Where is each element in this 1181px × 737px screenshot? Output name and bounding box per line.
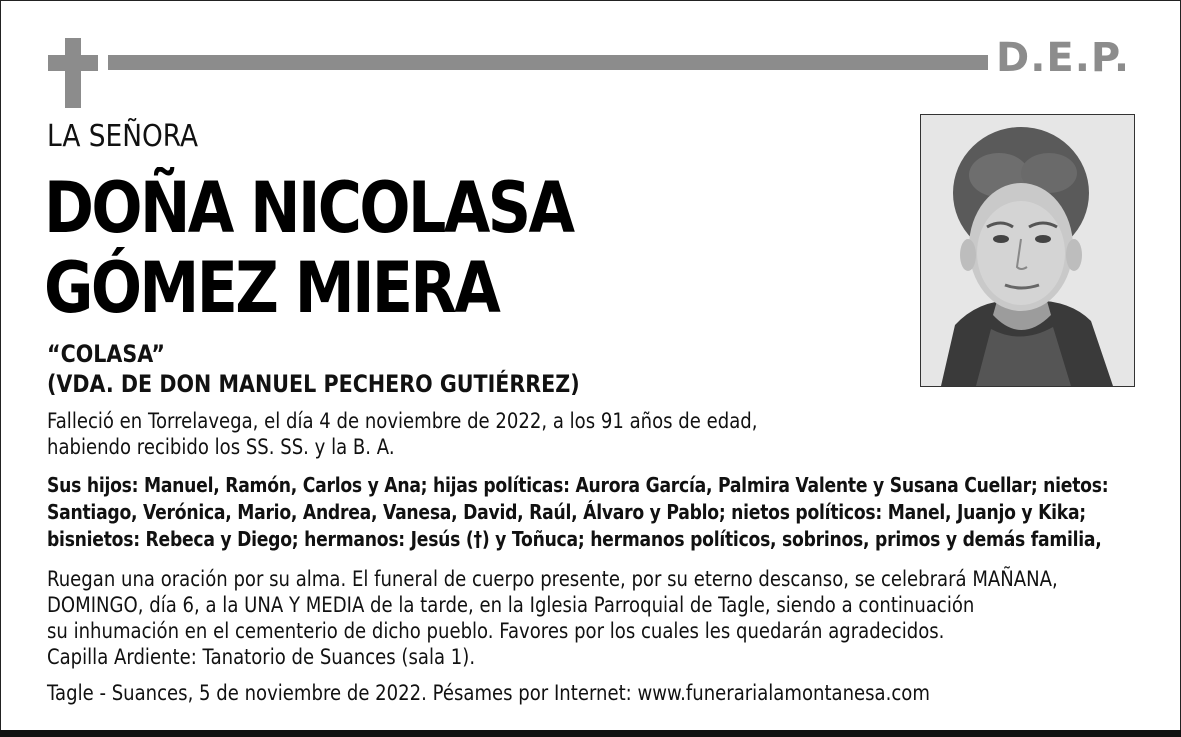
death-line-2: habiendo recibido los SS. SS. y la B. A.: [47, 435, 395, 459]
service-line-4: Capilla Ardiente: Tanatorio de Suances (sala 1).: [47, 645, 476, 669]
family-line-3: bisnietos: Rebeca y Diego; hermanos: Jesús (†) y Toñuca; hermanos políticos, sobrinos, primos y demás familia,: [47, 527, 1102, 551]
header-rule: [108, 55, 988, 70]
service-line-1: Ruegan una oración por su alma. El funeral de cuerpo presente, por su eterno descanso, se celebrará MAÑANA,: [47, 567, 1058, 591]
family-line-2: Santiago, Verónica, Mario, Andrea, Vanesa, David, Raúl, Álvaro y Pablo; nietos políticos: Manel, Juanjo y Kika;: [47, 500, 1086, 524]
service-line-2: DOMINGO, día 6, a la UNA Y MEDIA de la tarde, en la Iglesia Parroquial de Tagle, siendo a continuación: [47, 593, 975, 617]
footer-line: Tagle - Suances, 5 de noviembre de 2022. Pésames por Internet: www.funerarialamontanesa.com: [47, 681, 930, 705]
nickname: “COLASA”: [47, 340, 165, 368]
cross-icon-bar: [48, 55, 98, 71]
family-line-1: Sus hijos: Manuel, Ramón, Carlos y Ana; hijas políticas: Aurora García, Palmira Valente y Susana Cuellar; nietos:: [47, 473, 1109, 497]
dep-label: D.E.P.: [996, 35, 1131, 81]
death-line-1: Falleció en Torrelavega, el día 4 de noviembre de 2022, a los 91 años de edad,: [47, 409, 758, 433]
service-line-3: su inhumación en el cementerio de dicho pueblo. Favores por los cuales les quedarán agradecidos.: [47, 619, 945, 643]
portrait-photo: [920, 114, 1135, 387]
widow-of: (VDA. DE DON MANUEL PECHERO GUTIÉRREZ): [47, 370, 580, 398]
deceased-name-line1: DOÑA NICOLASA: [44, 167, 573, 249]
deceased-name-line2: GÓMEZ MIERA: [44, 247, 499, 329]
honorific: LA SEÑORA: [47, 119, 199, 154]
bottom-border: [0, 730, 1181, 737]
cross-icon: [65, 38, 81, 108]
